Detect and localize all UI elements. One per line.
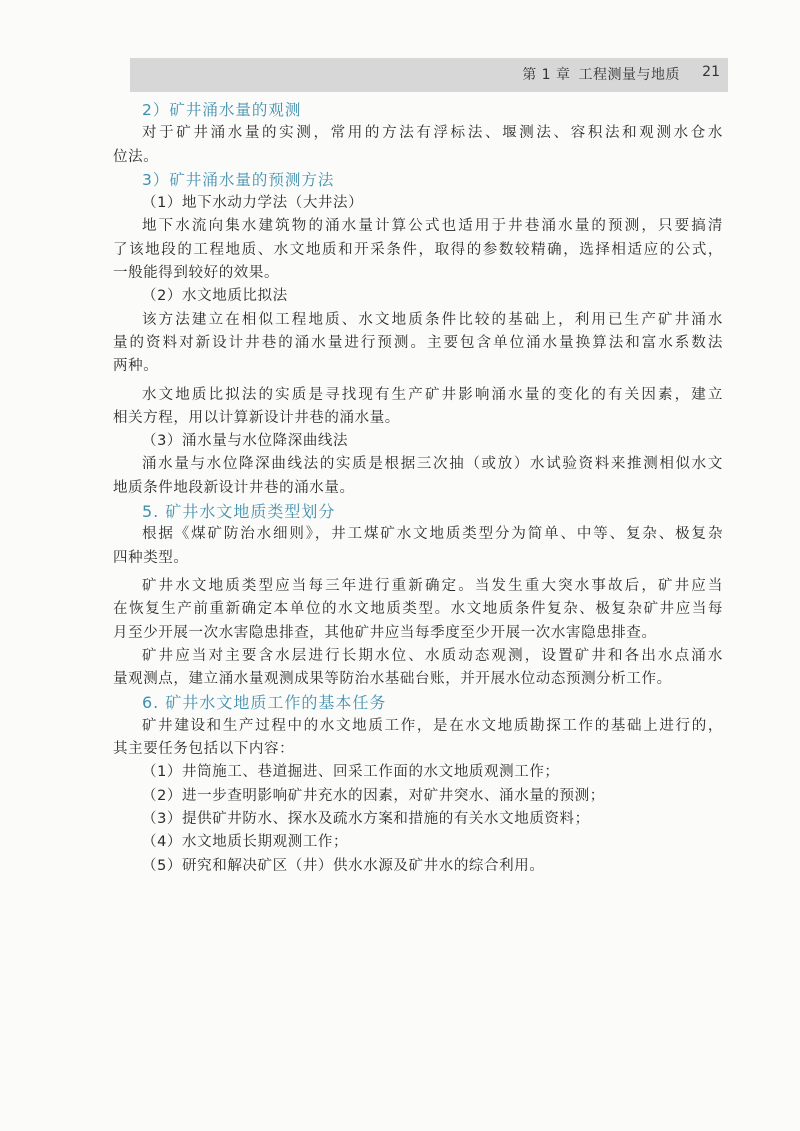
text-line: 量的资料对新设计井巷的涌水量进行预测。主要包含单位涌水量换算法和富水系数法	[113, 334, 723, 351]
text-line: 两种。	[113, 358, 159, 375]
text-line: 地质条件地段新设计井巷的涌水量。	[113, 479, 355, 496]
text-line: （5）研究和解决矿区（井）供水水源及矿井水的综合利用。	[142, 857, 545, 874]
text-line: 量观测点，建立涌水量观测成果等防治水基础台账，并开展水位动态预测分析工作。	[113, 671, 672, 688]
running-header	[130, 58, 728, 92]
text-line: （3）涌水量与水位降深曲线法	[142, 433, 349, 450]
text-line: 矿井水文地质类型应当每三年进行重新确定。当发生重大突水事故后，矿井应当	[142, 577, 723, 594]
text-line: （1）地下水动力学法（大井法）	[142, 195, 364, 212]
text-line: 该方法建立在相似工程地质、水文地质条件比较的基础上，利用已生产矿井涌水	[142, 311, 723, 328]
text-line: 涌水量与水位降深曲线法的实质是根据三次抽（或放）水试验资料来推测相似水文	[142, 456, 723, 473]
header-chapter-number: 第 1 章	[522, 67, 571, 83]
header-chapter	[522, 64, 680, 84]
text-line: 了该地段的工程地质、水文地质和开采条件，取得的参数较精确，选择相适应的公式，	[113, 241, 723, 258]
text-line: 在恢复生产前重新确定本单位的水文地质类型。水文地质条件复杂、极复杂矿井应当每	[113, 601, 723, 618]
text-line: 月至少开展一次水害隐患排查，其他矿井应当每季度至少开展一次水害隐患排查。	[113, 624, 657, 641]
text-line: 四种类型。	[113, 549, 189, 566]
section-heading: 3）矿井涌水量的预测方法	[142, 170, 335, 189]
text-line: （1）井筒施工、巷道掘进、回采工作面的水文地质观测工作；	[142, 764, 560, 781]
text-line: 一般能得到较好的效果。	[113, 265, 280, 282]
text-line: 根据《煤矿防治水细则》，井工煤矿水文地质类型分为简单、中等、复杂、极复杂	[142, 526, 723, 543]
section-heading: 6. 矿井水文地质工作的基本任务	[142, 693, 387, 713]
text-line: （2）水文地质比拟法	[142, 288, 288, 305]
text-line: 其主要任务包括以下内容：	[113, 741, 295, 758]
text-line: （2）进一步查明影响矿井充水的因素，对矿井突水、涌水量的预测；	[142, 787, 605, 804]
text-line: （4）水文地质长期观测工作；	[142, 834, 349, 851]
text-line: 矿井建设和生产过程中的水文地质工作，是在水文地质勘探工作的基础上进行的，	[142, 717, 723, 734]
text-line: 矿井应当对主要含水层进行长期水位、水质动态观测，设置矿井和各出水点涌水	[142, 647, 723, 664]
text-line: （3）提供矿井防水、探水及疏水方案和措施的有关水文地质资料；	[142, 810, 590, 827]
page-body	[113, 99, 723, 878]
text-line: 对于矿井涌水量的实测，常用的方法有浮标法、堰测法、容积法和观测水仓水	[142, 125, 723, 142]
header-chapter-topic: 工程测量与地质	[578, 67, 680, 83]
page-number: 21	[702, 64, 720, 80]
text-line: 地下水流向集水建筑物的涌水量计算公式也适用于井巷涌水量的预测，只要搞清	[142, 218, 723, 235]
text-line: 水文地质比拟法的实质是寻找现有生产矿井影响涌水量的变化的有关因素，建立	[142, 386, 723, 403]
section-heading: 2）矿井涌水量的观测	[142, 101, 302, 119]
text-line: 相关方程，用以计算新设计井巷的涌水量。	[113, 409, 400, 426]
text-line: 位法。	[113, 148, 159, 165]
section-heading: 5. 矿井水文地质类型划分	[142, 502, 336, 522]
